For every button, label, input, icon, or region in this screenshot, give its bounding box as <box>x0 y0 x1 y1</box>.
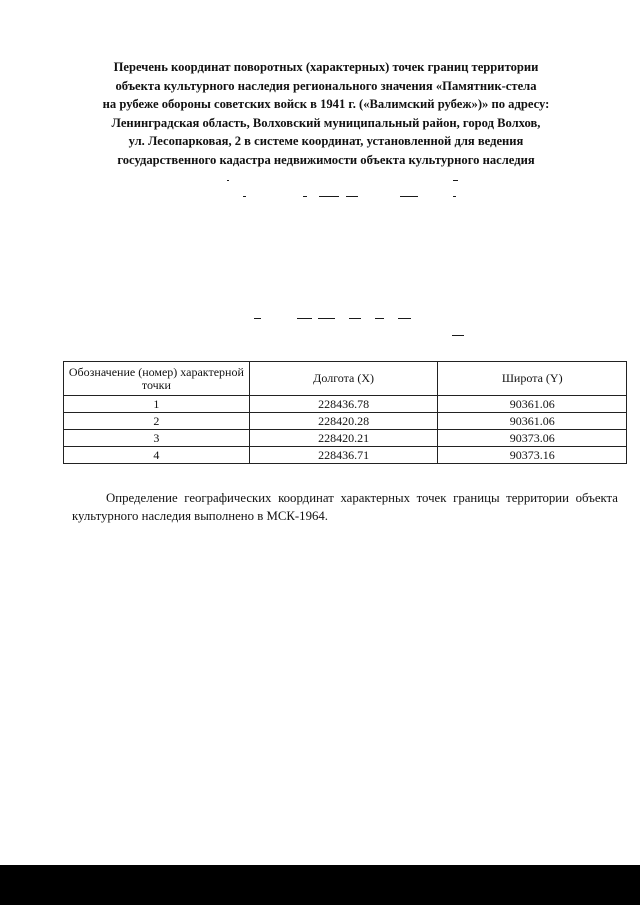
cell-longitude: 228420.21 <box>249 430 438 447</box>
cell-point-number: 2 <box>64 413 250 430</box>
scan-speck <box>398 318 411 319</box>
scan-speck <box>254 318 261 319</box>
cell-longitude: 228436.71 <box>249 447 438 464</box>
title-line: ул. Лесопарковая, 2 в системе координат, установленной для ведения <box>128 134 524 149</box>
cell-latitude: 90373.06 <box>438 430 627 447</box>
scan-speck <box>319 196 339 197</box>
title-line: Перечень координат поворотных (характерных) точек границ территории <box>113 60 539 74</box>
table-row <box>64 396 627 413</box>
cell-longitude: 228420.28 <box>249 413 438 430</box>
scan-speck <box>375 318 384 319</box>
title-line: объекта культурного наследия регионального значения «Памятник-стела <box>115 78 537 93</box>
scan-speck <box>318 318 335 319</box>
coordinate-system-note: Определение географических координат характерных точек границы территории объекта культурного наследия выполнено в МСК-1964. <box>72 490 618 523</box>
scan-speck <box>243 196 246 197</box>
scan-speck <box>227 180 229 181</box>
scan-speck <box>400 196 418 197</box>
header-longitude: Долгота (X) <box>249 362 438 396</box>
header-point-number: Обозначение (номер) характерной точки <box>64 362 250 396</box>
cell-point-number: 4 <box>64 447 250 464</box>
scan-speck <box>303 196 307 197</box>
cell-latitude: 90373.16 <box>438 447 627 464</box>
coordinates-table <box>63 361 627 464</box>
table-row <box>64 413 627 430</box>
title-line: Ленинградская область, Волховский муниципальный район, город Волхов, <box>111 115 541 130</box>
cell-latitude: 90361.06 <box>438 396 627 413</box>
scan-speck <box>452 335 464 336</box>
title-line: на рубеже обороны советских войск в 1941 г. («Валимский рубеж»)» по адресу: <box>102 97 550 112</box>
scan-speck <box>346 196 358 197</box>
cell-latitude: 90361.06 <box>438 413 627 430</box>
scan-speck <box>453 180 458 181</box>
cell-longitude: 228436.78 <box>249 396 438 413</box>
table-row <box>64 430 627 447</box>
scan-speck <box>349 318 361 319</box>
scan-bottom-border <box>0 865 640 905</box>
table-header-row <box>64 362 627 396</box>
table-row <box>64 447 627 464</box>
cell-point-number: 3 <box>64 430 250 447</box>
title-line: государственного кадастра недвижимости объекта культурного наследия <box>117 152 535 167</box>
cell-point-number: 1 <box>64 396 250 413</box>
scan-speck <box>453 196 456 197</box>
scan-speck <box>297 318 312 319</box>
header-latitude: Широта (Y) <box>438 362 627 396</box>
document-title <box>50 58 602 170</box>
